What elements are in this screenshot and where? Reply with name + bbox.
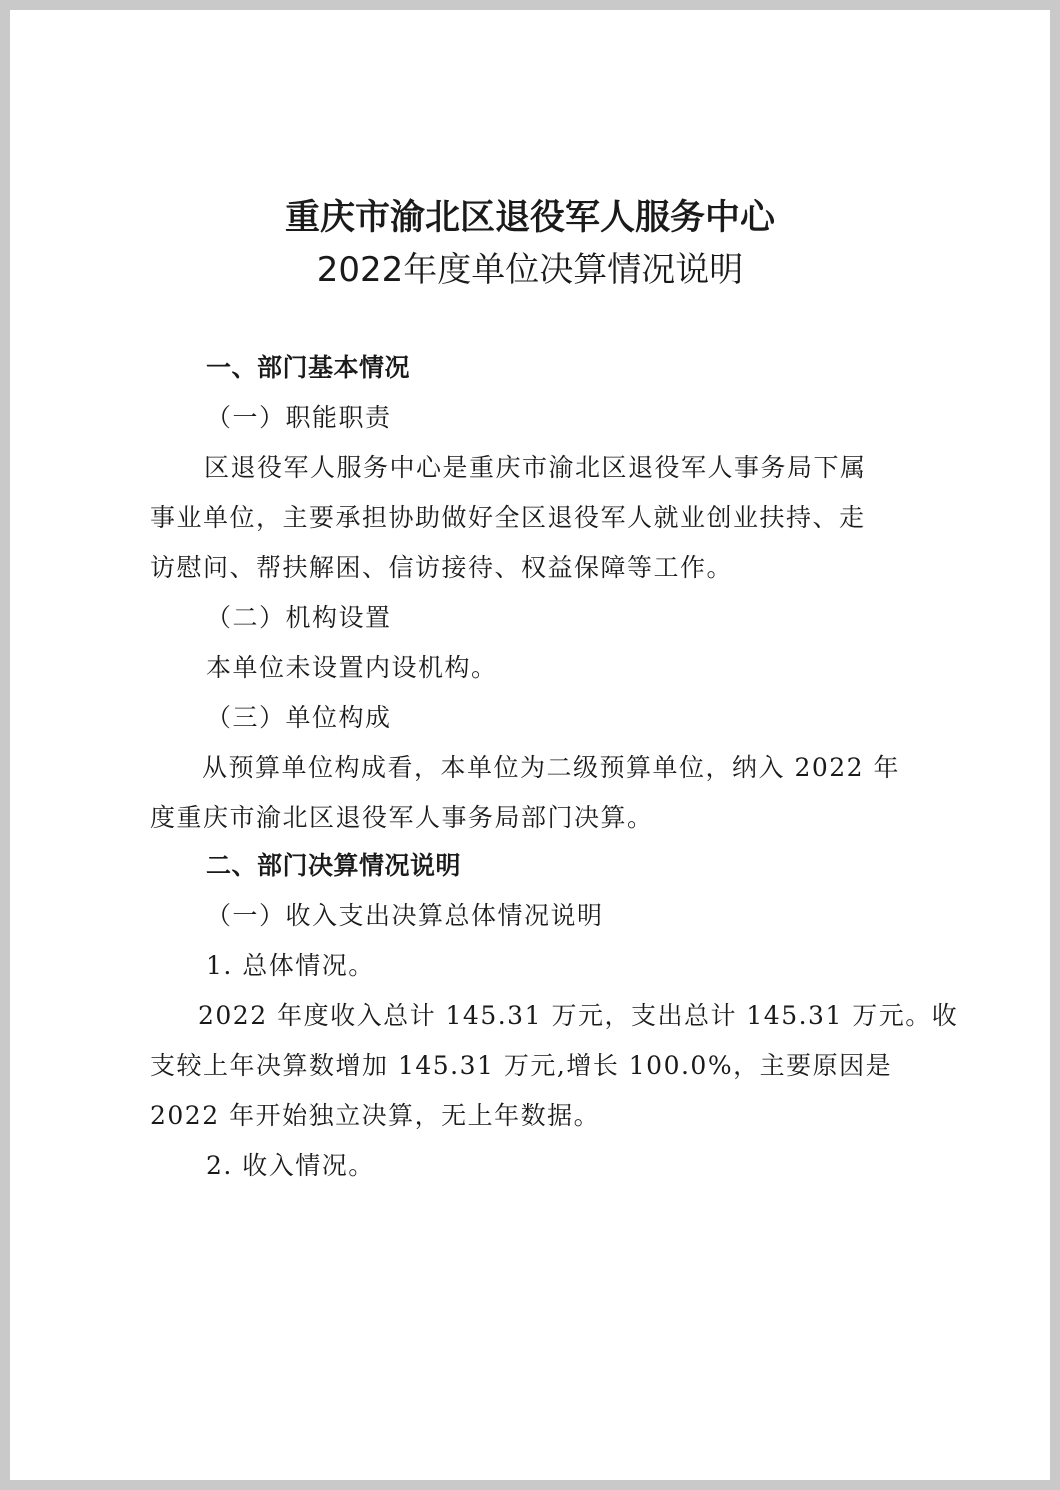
paragraph-line: 2022 年度收入总计 145.31 万元，支出总计 145.31 万元。收 — [198, 1001, 959, 1030]
subsection-heading-1-1: （一）职能职责 — [206, 403, 392, 432]
paragraph-line: 2022 年开始独立决算，无上年数据。 — [150, 1101, 601, 1130]
paragraph-line: 度重庆市渝北区退役军人事务局部门决算。 — [150, 803, 654, 832]
numbered-heading-1: 1. 总体情况。 — [206, 951, 375, 980]
paragraph-line: 从预算单位构成看，本单位为二级预算单位，纳入 2022 年 — [202, 753, 901, 782]
document-page — [10, 10, 1050, 1480]
paragraph-line: 事业单位，主要承担协助做好全区退役军人就业创业扶持、走 — [150, 503, 866, 532]
section-heading-2: 二、部门决算情况说明 — [206, 851, 462, 880]
numbered-heading-2: 2. 收入情况。 — [206, 1151, 375, 1180]
subsection-heading-1-3: （三）单位构成 — [206, 703, 392, 732]
document-title-line-2: 2022年度单位决算情况说明 — [316, 250, 744, 290]
paragraph-line: 本单位未设置内设机构。 — [206, 653, 498, 682]
paragraph-line: 访慰问、帮扶解困、信访接待、权益保障等工作。 — [150, 553, 734, 582]
section-heading-1: 一、部门基本情况 — [206, 353, 411, 382]
subsection-heading-2-1: （一）收入支出决算总体情况说明 — [206, 901, 604, 930]
document-title-line-1: 重庆市渝北区退役军人服务中心 — [284, 198, 775, 238]
paragraph-line: 区退役军人服务中心是重庆市渝北区退役军人事务局下属 — [204, 453, 867, 482]
subsection-heading-1-2: （二）机构设置 — [206, 603, 392, 632]
paragraph-line: 支较上年决算数增加 145.31 万元,增长 100.0%，主要原因是 — [150, 1051, 893, 1080]
